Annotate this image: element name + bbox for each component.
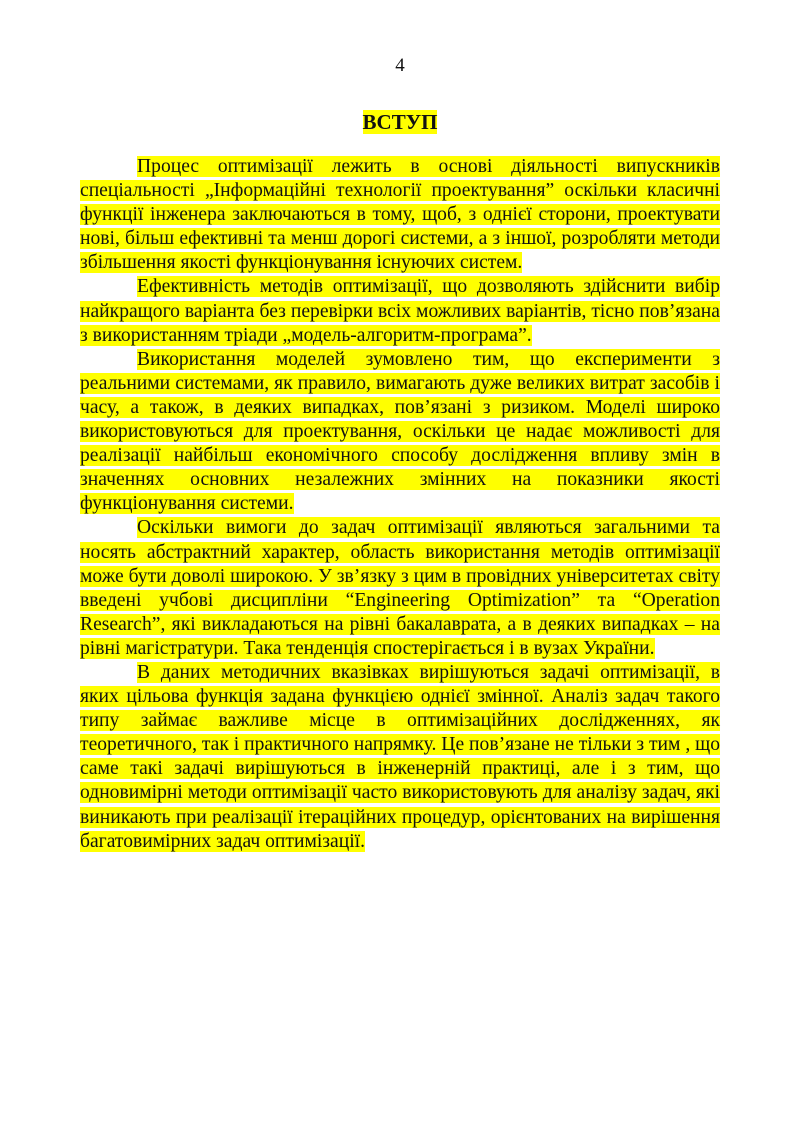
paragraph-text: В даних методичних вказівках вирішуються задачі оптимізації, в яких цільова функція задана функцією однієї змінної. Аналіз задач такого типу займає важливе місце в оптимізаційних дослідженнях, як теоретичного, так і практичного напрямку. Це пов’язане не тільки з тим , що саме такі задачі вирішуються в інженерній практиці, але і з тим, що одновимірні методи оптимізації часто використовують для аналізу задач, які виникають при реалізації ітераційних процедур, орієнтованих на вирішення багатовимірних задач оптимізації. bbox=[80, 661, 721, 852]
paragraph-text: Оскільки вимоги до задач оптимізації являються загальними та носять абстрактний характер, область використання методів оптимізації може бути доволі широкою. У зв’язку з цим в провідних університетах світу введені учбові дисципліни “Engineering Optimization” та “Operation Research”, які викладаються на рівні бакалаврата, а в деяких випадках – на рівні магістратури. Така тенденція спостерігається і в вузах України. bbox=[80, 517, 720, 659]
paragraph bbox=[80, 275, 720, 347]
body-text bbox=[80, 155, 720, 854]
paragraph-text: Ефективність методів оптимізації, що дозволяють здійснити вибір найкращого варіанта без перевірки всіх можливих варіантів, тісно пов’язана з використанням тріади „модель-алгоритм-програма”. bbox=[80, 276, 720, 346]
section-title bbox=[0, 108, 800, 136]
paragraph bbox=[80, 155, 720, 275]
paragraph bbox=[80, 348, 720, 517]
paragraph bbox=[80, 516, 720, 661]
section-title-text: ВСТУП bbox=[362, 110, 438, 134]
page-number: 4 bbox=[395, 55, 405, 76]
paragraph-text: Використання моделей зумовлено тим, що експерименти з реальними системами, як правило, вимагають дуже великих витрат засобів і часу, а також, в деяких випадках, пов’язані з ризиком. Моделі широко використовуються для проектування, оскільки це надає можливості для реалізації найбільш економічного способу дослідження впливу змін в значеннях основних незалежних змінних на показники якості функціонування системи. bbox=[80, 348, 720, 515]
paragraph bbox=[80, 661, 720, 854]
paragraph-text: Процес оптимізації лежить в основі діяльності випускників спеціальності „Інформаційні технології проектування” оскільки класичні функції інженера заключаються в тому, щоб, з однієї сторони, проектувати нові, більш ефективні та менш дорогі системи, а з іншої, розробляти методи збільшення якості функціонування існуючих систем. bbox=[80, 156, 720, 274]
